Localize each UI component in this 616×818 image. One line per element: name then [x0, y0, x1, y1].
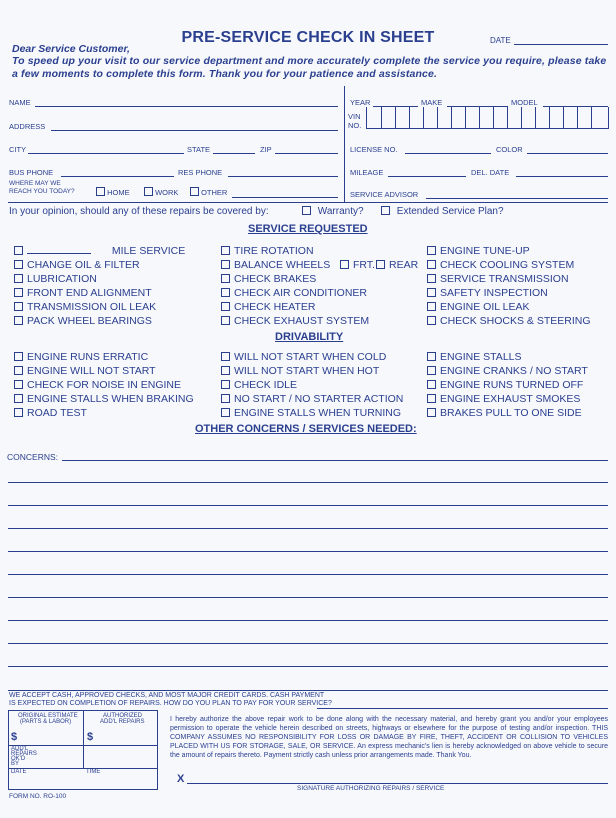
res-phone-field[interactable]	[228, 176, 338, 177]
checkbox-box[interactable]	[14, 260, 23, 269]
drivability-label: ENGINE EXHAUST SMOKES	[440, 393, 581, 405]
footer-time-label: TIME	[86, 769, 101, 775]
payment-notice-1: WE ACCEPT CASH, APPROVED CHECKS, AND MOST MAJOR CREDIT CARDS. CASH PAYMENT	[9, 692, 325, 699]
payment-notice-2: IS EXPECTED ON COMPLETION OF REPAIRS. HOW DO YOU PLAN TO PAY FOR YOUR SERVICE?	[9, 700, 332, 707]
license-label: LICENSE NO.	[350, 145, 398, 154]
res-phone-label: RES PHONE	[178, 168, 223, 177]
address-label: ADDRESS	[9, 122, 46, 131]
mile-service-field[interactable]	[27, 253, 91, 254]
address-field[interactable]	[51, 130, 338, 131]
checkbox-box[interactable]	[427, 316, 436, 325]
service-label: SAFETY INSPECTION	[440, 287, 548, 299]
drivability-heading: DRIVABILITY	[275, 331, 344, 343]
esp-label: Extended Service Plan?	[396, 206, 504, 217]
reach-label-1: WHERE MAY WE	[9, 180, 61, 187]
checkbox-box[interactable]	[302, 206, 311, 215]
drivability-item[interactable]	[14, 407, 87, 419]
checkbox-box[interactable]	[14, 302, 23, 311]
vin-cell	[409, 107, 422, 129]
service-item[interactable]	[427, 245, 530, 257]
rear-label: REAR	[389, 259, 419, 271]
checkbox-box[interactable]	[427, 352, 436, 361]
authorized-dollar[interactable]: $	[87, 731, 94, 743]
drivability-label: CHECK FOR NOISE IN ENGINE	[27, 379, 182, 391]
addl-label-2: REPAIRS	[11, 751, 37, 757]
service-label: ENGINE OIL LEAK	[440, 301, 530, 313]
service-label: BALANCE WHEELS	[234, 259, 331, 271]
addl-label-1: ADD'L	[11, 746, 29, 752]
checkbox-box[interactable]	[221, 288, 230, 297]
intro-text: To speed up your visit to our service department and more accurately complete the service you require, please take a few moments to complete this form. Thank you for your patience and assistance.	[12, 55, 607, 80]
service-label: TIRE ROTATION	[234, 245, 314, 257]
authorization-text: I hereby authorize the above repair work to be done along with the necessary material, and hereby grant you and/or your employees permission to operate the vehicle herein described on streets, highways or elsewhere for the purpose of testing and/or inspection. THIS COMPANY ASSUMES NO RESPONSIBILITY FOR LOSS OR DAMAGE BY FIRE, THEFT, ACCIDENT OR COLLISION TO VEHICLES PLACED WITH US FOR STORAGE, SALE, OR SERVICE. An express mechanic's lien is hereby acknowledged on above vehicle to secure the amount of repairs thereto. Payment strictly cash unless prior arrangements made. Thank You.	[170, 716, 608, 759]
drivability-label: WILL NOT START WHEN COLD	[234, 351, 387, 363]
orig-estimate-label-1: ORIGINAL ESTIMATE	[18, 713, 78, 719]
service-item[interactable]	[221, 287, 367, 299]
drivability-label: ENGINE RUNS TURNED OFF	[440, 379, 584, 391]
divider	[8, 202, 608, 203]
name-field[interactable]	[35, 106, 338, 107]
bus-phone-field[interactable]	[61, 176, 174, 177]
service-item[interactable]	[221, 259, 330, 271]
service-label: CHANGE OIL & FILTER	[27, 259, 140, 271]
vin-cell	[465, 107, 478, 129]
vin-label-2: NO.	[348, 121, 362, 130]
form-title: PRE-SERVICE CHECK IN SHEET	[181, 29, 435, 46]
zip-field[interactable]	[275, 153, 338, 154]
service-item[interactable]	[14, 287, 152, 299]
drivability-label: ENGINE STALLS WHEN TURNING	[234, 407, 402, 419]
service-label: CHECK AIR CONDITIONER	[234, 287, 368, 299]
checkbox-box[interactable]	[221, 366, 230, 375]
zip-label: ZIP	[260, 145, 272, 154]
checkbox-box[interactable]	[427, 408, 436, 417]
checkbox-box[interactable]	[376, 260, 385, 269]
checkbox-box[interactable]	[144, 187, 153, 196]
vin-cell	[423, 107, 436, 129]
service-label: CHECK SHOCKS & STEERING	[440, 315, 591, 327]
concerns-line[interactable]	[8, 528, 608, 529]
del-date-label: DEL. DATE	[471, 168, 510, 177]
drivability-label: ENGINE WILL NOT START	[27, 365, 156, 377]
concerns-line[interactable]	[8, 643, 608, 644]
vin-cell	[563, 107, 576, 129]
vin-cell	[591, 107, 604, 129]
date-field[interactable]	[514, 44, 608, 45]
checkbox-box[interactable]	[14, 274, 23, 283]
signature-x: X	[177, 773, 185, 785]
mileage-field[interactable]	[388, 176, 466, 177]
reach-work-checkbox[interactable]	[144, 187, 178, 197]
authorized-label-2: ADD'L REPAIRS	[100, 719, 145, 725]
concerns-line[interactable]	[8, 551, 608, 552]
vin-cell	[577, 107, 590, 129]
signature-label: SIGNATURE AUTHORIZING REPAIRS / SERVICE	[297, 785, 445, 792]
drivability-item[interactable]	[427, 365, 588, 377]
checkbox-box[interactable]	[14, 246, 23, 255]
drivability-item[interactable]	[14, 379, 181, 391]
color-label: COLOR	[496, 145, 523, 154]
vin-cell	[479, 107, 492, 129]
service-item[interactable]	[14, 259, 140, 271]
mileage-label: MILEAGE	[350, 168, 384, 177]
drivability-label: ENGINE STALLS	[440, 351, 522, 363]
addl-label-4: BY	[11, 761, 20, 767]
section-divider	[344, 86, 345, 202]
drivability-item[interactable]	[221, 351, 386, 363]
drivability-item[interactable]	[427, 351, 522, 363]
service-item[interactable]	[14, 301, 156, 313]
payment-method-field[interactable]	[317, 708, 608, 709]
estimate-divider	[8, 768, 158, 769]
vin-cell	[451, 107, 464, 129]
checkbox-box[interactable]	[14, 380, 23, 389]
make-label: MAKE	[421, 98, 443, 107]
vin-cell	[535, 107, 548, 129]
coverage-question: In your opinion, should any of these repairs be covered by:	[9, 206, 269, 217]
reach-work-label: WORK	[155, 188, 179, 197]
service-label: CHECK COOLING SYSTEM	[440, 259, 575, 271]
drivability-item[interactable]	[221, 379, 297, 391]
service-item[interactable]	[427, 259, 574, 271]
name-label: NAME	[9, 98, 31, 107]
checkbox-box[interactable]	[221, 260, 230, 269]
warranty-label: Warranty?	[317, 206, 364, 217]
checkbox-box[interactable]	[14, 408, 23, 417]
concerns-line[interactable]	[8, 505, 608, 506]
drivability-item[interactable]	[14, 351, 148, 363]
authorized-label-1: AUTHORIZED	[103, 713, 142, 719]
drivability-label: BRAKES PULL TO ONE SIDE	[440, 407, 582, 419]
reach-home-label: HOME	[107, 188, 130, 197]
orig-estimate-label-2: (PARTS & LABOR)	[20, 719, 72, 725]
concerns-line[interactable]	[8, 620, 608, 621]
del-date-field[interactable]	[516, 176, 608, 177]
greeting: Dear Service Customer,	[12, 43, 130, 55]
checkbox-box[interactable]	[14, 366, 23, 375]
concerns-line[interactable]	[8, 574, 608, 575]
drivability-item[interactable]	[14, 365, 156, 377]
service-label: FRONT END ALIGNMENT	[27, 287, 152, 299]
service-item[interactable]	[427, 287, 548, 299]
warranty-checkbox[interactable]	[302, 206, 364, 218]
vin-label-1: VIN	[348, 112, 361, 121]
drivability-item[interactable]	[14, 393, 194, 405]
checkbox-box[interactable]	[221, 380, 230, 389]
drivability-item[interactable]	[427, 407, 582, 419]
drivability-label: ENGINE STALLS WHEN BRAKING	[27, 393, 194, 405]
concerns-line[interactable]	[8, 482, 608, 483]
estimate-divider	[8, 745, 158, 746]
reach-home-checkbox[interactable]	[96, 187, 130, 197]
checkbox-box[interactable]	[340, 260, 349, 269]
date-label: DATE	[490, 36, 511, 45]
footer-date-label: DATE	[11, 769, 27, 775]
esp-checkbox[interactable]	[381, 206, 504, 218]
advisor-label: SERVICE ADVISOR	[350, 190, 419, 199]
service-item[interactable]	[221, 301, 315, 313]
year-label: YEAR	[350, 98, 371, 107]
checkbox-box[interactable]	[427, 366, 436, 375]
service-item[interactable]	[221, 273, 316, 285]
service-label: SERVICE TRANSMISSION	[440, 273, 569, 285]
service-item[interactable]	[221, 245, 314, 257]
drivability-item[interactable]	[221, 407, 401, 419]
city-label: CITY	[9, 145, 27, 154]
estimate-divider	[83, 710, 84, 768]
service-item[interactable]	[14, 315, 152, 327]
drivability-label: CHECK IDLE	[234, 379, 298, 391]
checkbox-box[interactable]	[14, 288, 23, 297]
service-label: CHECK HEATER	[234, 301, 316, 313]
color-field[interactable]	[527, 153, 608, 154]
checkbox-box[interactable]	[427, 380, 436, 389]
drivability-item[interactable]	[221, 393, 403, 405]
drivability-label: ROAD TEST	[27, 407, 87, 419]
concerns-line[interactable]	[8, 666, 608, 667]
checkbox-box[interactable]	[14, 352, 23, 361]
service-requested-heading: SERVICE REQUESTED	[248, 223, 368, 235]
drivability-item[interactable]	[427, 393, 580, 405]
checkbox-box[interactable]	[427, 302, 436, 311]
checkbox-box[interactable]	[221, 302, 230, 311]
reach-other-label: OTHER	[201, 188, 228, 197]
drivability-item[interactable]	[427, 379, 583, 391]
drivability-label: ENGINE CRANKS / NO START	[440, 365, 588, 377]
checkbox-box[interactable]	[96, 187, 105, 196]
bus-phone-label: BUS PHONE	[9, 168, 54, 177]
drivability-item[interactable]	[221, 365, 379, 377]
checkbox-box[interactable]	[221, 394, 230, 403]
concerns-label: CONCERNS:	[7, 452, 59, 462]
service-label: TRANSMISSION OIL LEAK	[27, 301, 157, 313]
service-item[interactable]	[427, 301, 529, 313]
advisor-field[interactable]	[426, 198, 608, 199]
vin-cell	[521, 107, 534, 129]
rear-checkbox[interactable]	[376, 259, 418, 271]
concerns-line[interactable]	[8, 597, 608, 598]
checkbox-box[interactable]	[427, 394, 436, 403]
checkbox-box[interactable]	[190, 187, 199, 196]
service-item[interactable]	[427, 273, 569, 285]
checkbox-box[interactable]	[221, 316, 230, 325]
service-label: PACK WHEEL BEARINGS	[27, 315, 152, 327]
vin-cell	[493, 107, 506, 129]
checkbox-box[interactable]	[427, 260, 436, 269]
checkbox-box[interactable]	[427, 274, 436, 283]
service-item[interactable]	[427, 315, 591, 327]
vin-cell	[549, 107, 562, 129]
signature-field[interactable]	[187, 783, 608, 784]
front-label: FRT.	[353, 259, 375, 271]
service-label: ENGINE TUNE-UP	[440, 245, 530, 257]
service-item[interactable]	[221, 315, 369, 327]
state-field[interactable]	[213, 153, 255, 154]
front-checkbox[interactable]	[340, 259, 375, 271]
drivability-label: NO START / NO STARTER ACTION	[234, 393, 404, 405]
concerns-line[interactable]	[62, 460, 608, 461]
checkbox-box[interactable]	[221, 352, 230, 361]
checkbox-box[interactable]	[14, 394, 23, 403]
drivability-label: WILL NOT START WHEN HOT	[234, 365, 380, 377]
service-item[interactable]	[14, 273, 97, 285]
checkbox-box[interactable]	[427, 246, 436, 255]
checkbox-box[interactable]	[221, 408, 230, 417]
form-number: FORM NO. RO-100	[9, 793, 67, 800]
reach-label-2: REACH YOU TODAY?	[9, 188, 75, 195]
license-field[interactable]	[405, 153, 491, 154]
checkbox-box[interactable]	[427, 288, 436, 297]
service-label: CHECK BRAKES	[234, 273, 317, 285]
vin-cell	[381, 107, 394, 129]
service-label: LUBRICATION	[27, 273, 97, 285]
city-field[interactable]	[28, 153, 184, 154]
service-label: CHECK EXHAUST SYSTEM	[234, 315, 370, 327]
vin-cell	[437, 107, 450, 129]
reach-other-checkbox[interactable]	[190, 187, 227, 197]
orig-estimate-dollar[interactable]: $	[11, 731, 18, 743]
other-concerns-heading: OTHER CONCERNS / SERVICES NEEDED:	[195, 423, 417, 435]
mile-service-label: MILE SERVICE	[111, 245, 186, 257]
model-label: MODEL	[511, 98, 538, 107]
mile-service-checkbox[interactable]	[14, 245, 185, 257]
reach-other-field[interactable]	[232, 197, 338, 198]
vin-cell	[395, 107, 408, 129]
drivability-label: ENGINE RUNS ERRATIC	[27, 351, 149, 363]
vin-cell	[507, 107, 520, 129]
checkbox-box[interactable]	[221, 274, 230, 283]
checkbox-box[interactable]	[221, 246, 230, 255]
state-label: STATE	[187, 145, 211, 154]
checkbox-box[interactable]	[14, 316, 23, 325]
divider	[8, 690, 608, 691]
checkbox-box[interactable]	[381, 206, 390, 215]
addl-label-3: OK'D	[11, 756, 26, 762]
